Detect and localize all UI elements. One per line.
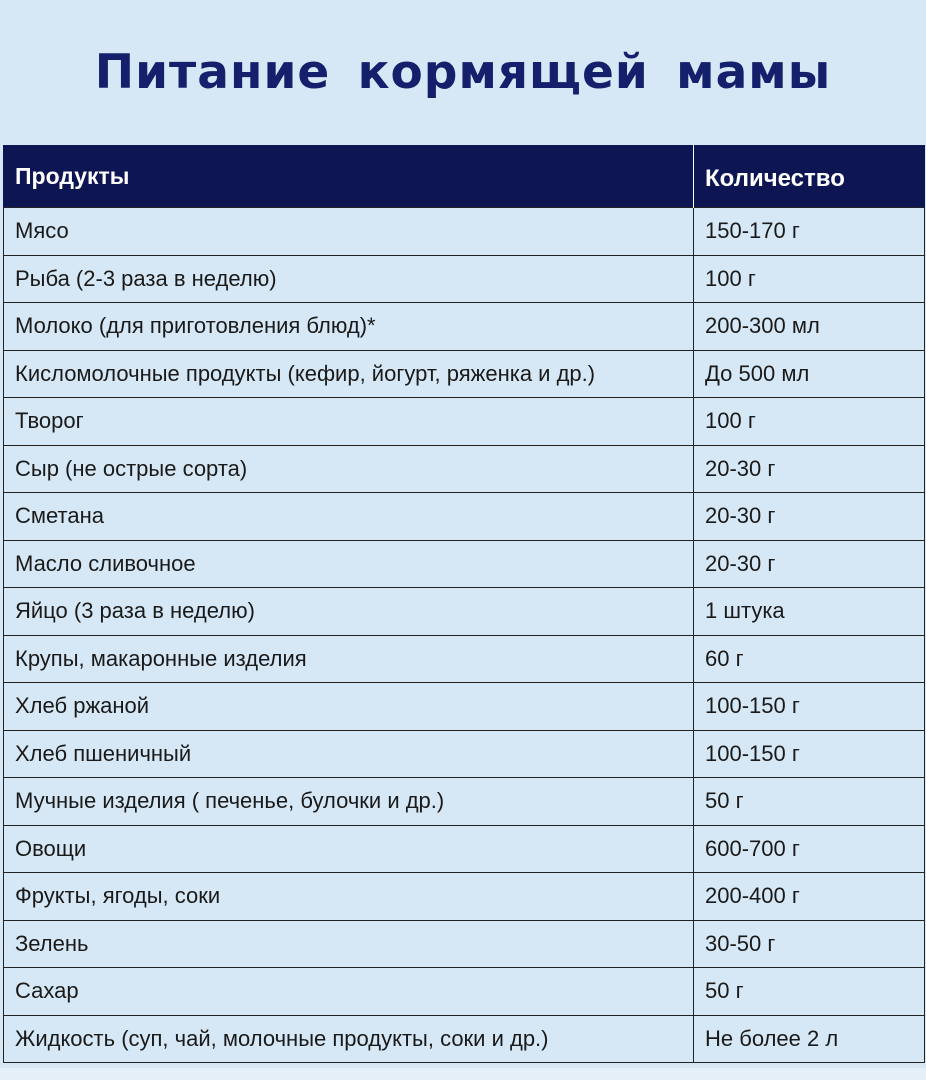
product-cell: Рыба (2-3 раза в неделю): [4, 255, 694, 303]
product-cell: Зелень: [4, 920, 694, 968]
table-row: [4, 635, 925, 683]
quantity-cell: 100 г: [694, 398, 925, 446]
product-cell: Сметана: [4, 493, 694, 541]
table-row: [4, 540, 925, 588]
product-cell: Сыр (не острые сорта): [4, 445, 694, 493]
table-header-row: [4, 145, 925, 208]
quantity-cell: 60 г: [694, 635, 925, 683]
quantity-cell: 1 штука: [694, 588, 925, 636]
quantity-cell: 20-30 г: [694, 445, 925, 493]
table-row: [4, 968, 925, 1016]
table-row: [4, 208, 925, 256]
product-cell: Овощи: [4, 825, 694, 873]
table-row: [4, 398, 925, 446]
table-row: [4, 730, 925, 778]
table-row: [4, 493, 925, 541]
table-row: [4, 445, 925, 493]
table-row: [4, 873, 925, 921]
table-row: [4, 825, 925, 873]
bottom-strip: [0, 1068, 926, 1080]
quantity-cell: Не более 2 л: [694, 1015, 925, 1063]
quantity-cell: 100-150 г: [694, 683, 925, 731]
table-row: [4, 588, 925, 636]
table-row: [4, 920, 925, 968]
table-row: [4, 778, 925, 826]
quantity-cell: 30-50 г: [694, 920, 925, 968]
product-cell: Мясо: [4, 208, 694, 256]
nutrition-table: [3, 145, 925, 1063]
quantity-cell: 20-30 г: [694, 493, 925, 541]
product-cell: Творог: [4, 398, 694, 446]
table-body: [4, 208, 925, 1063]
column-header-products: Продукты: [4, 145, 694, 208]
product-cell: Жидкость (суп, чай, молочные продукты, соки и др.): [4, 1015, 694, 1063]
quantity-cell: 100-150 г: [694, 730, 925, 778]
quantity-cell: 150-170 г: [694, 208, 925, 256]
quantity-cell: 600-700 г: [694, 825, 925, 873]
quantity-cell: 200-300 мл: [694, 303, 925, 351]
product-cell: Хлеб пшеничный: [4, 730, 694, 778]
quantity-cell: До 500 мл: [694, 350, 925, 398]
product-cell: Молоко (для приготовления блюд)*: [4, 303, 694, 351]
quantity-cell: 200-400 г: [694, 873, 925, 921]
product-cell: Масло сливочное: [4, 540, 694, 588]
product-cell: Яйцо (3 раза в неделю): [4, 588, 694, 636]
page-title: Питание кормящей мамы: [94, 45, 832, 100]
quantity-cell: 50 г: [694, 968, 925, 1016]
column-header-quantity: Количество: [694, 145, 925, 208]
quantity-cell: 20-30 г: [694, 540, 925, 588]
quantity-cell: 50 г: [694, 778, 925, 826]
table-row: [4, 683, 925, 731]
product-cell: Крупы, макаронные изделия: [4, 635, 694, 683]
product-cell: Хлеб ржаной: [4, 683, 694, 731]
product-cell: Сахар: [4, 968, 694, 1016]
table-row: [4, 350, 925, 398]
product-cell: Мучные изделия ( печенье, булочки и др.): [4, 778, 694, 826]
table-header: [4, 145, 925, 208]
table-row: [4, 255, 925, 303]
quantity-cell: 100 г: [694, 255, 925, 303]
product-cell: Кисломолочные продукты (кефир, йогурт, ряженка и др.): [4, 350, 694, 398]
table-row: [4, 1015, 925, 1063]
product-cell: Фрукты, ягоды, соки: [4, 873, 694, 921]
table-row: [4, 303, 925, 351]
